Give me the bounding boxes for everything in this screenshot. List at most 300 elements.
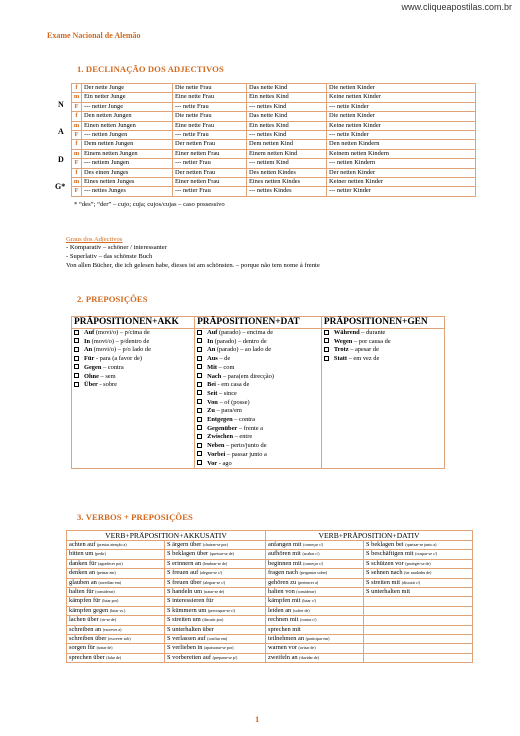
checkbox-bullet-icon (74, 373, 79, 378)
verb-text: S unterhalten mit (366, 588, 411, 596)
case-letter: G* (55, 182, 66, 191)
preposition-cell (321, 425, 444, 434)
header-akkusativ: VERB+PRÄPOSITION+AKKUSATIV (67, 531, 266, 541)
verb-text: warnen vor (268, 644, 299, 652)
header-dat: PRÄPOSITIONEN+DAT (195, 317, 322, 329)
preposition-row (72, 390, 445, 399)
verb-cell (67, 597, 165, 606)
preposition-row (72, 346, 445, 355)
prepositions-table (71, 316, 445, 469)
checkbox-bullet-icon (197, 382, 202, 387)
preposition-meaning: – durante (359, 329, 386, 336)
preposition-cell (72, 329, 195, 338)
preposition-meaning: – entre (233, 433, 253, 441)
graus-line: Von allen Bücher, die ich gelesen habe, dieses ist am schönsten. – porque não tem nome à frente (66, 262, 320, 269)
checkbox-bullet-icon (324, 338, 329, 343)
declension-row (72, 187, 476, 196)
preposition-meaning: – para(em direcção) (221, 372, 274, 380)
declension-cell: Dem netten Jungen (82, 140, 173, 149)
declension-row (72, 121, 476, 130)
verb-translation: (discutir por) (202, 617, 224, 623)
verb-text: S ärgern über (167, 541, 203, 548)
declension-cell: Den netten Kindern (327, 140, 476, 149)
preposition-word: Seit (207, 389, 218, 397)
verb-cell (165, 635, 266, 644)
preposition-row (72, 338, 445, 347)
declension-cell: --- nette Kinder (327, 131, 476, 140)
verb-translation: (ocupar-se c/) (415, 551, 438, 557)
preposition-row (72, 373, 445, 382)
verb-cell (266, 588, 364, 597)
verb-translation: (chatear-se por) (202, 542, 229, 547)
preposition-meaning: – por causa de (352, 337, 391, 345)
checkbox-bullet-icon (197, 338, 202, 343)
verb-text: S beschäftigen mit (366, 550, 416, 558)
preposition-row (72, 355, 445, 364)
declension-row (72, 102, 476, 111)
preposition-meaning: - para (a favor de) (94, 355, 143, 363)
verb-cell (165, 653, 266, 662)
verb-cell (67, 644, 165, 653)
watermark: www.cliqueapostilas.com.br (401, 2, 512, 12)
preposition-cell (321, 390, 444, 399)
declension-cell: Das nette Kind (247, 112, 327, 121)
preposition-cell (321, 364, 444, 373)
verb-row (67, 597, 473, 606)
preposition-cell (72, 416, 195, 425)
verb-text: S verlieben in (167, 644, 205, 652)
preposition-meaning: – passar junto a (225, 450, 267, 458)
checkbox-bullet-icon (197, 451, 202, 456)
preposition-word: Zwischen (207, 433, 233, 441)
verb-translation: (perguntar sobre) (299, 570, 328, 576)
checkbox-bullet-icon (197, 364, 202, 369)
verb-text: aufhören mit (268, 550, 303, 558)
declension-row (72, 93, 476, 102)
preposition-cell (321, 460, 444, 469)
declension-cell: Dem netten Kind (247, 140, 327, 149)
preposition-word: Für (84, 355, 95, 363)
preposition-word: An (84, 346, 93, 354)
verb-cell (67, 625, 165, 634)
verb-cell (364, 653, 473, 662)
declension-cell: --- nettes Kind (247, 102, 327, 111)
checkbox-bullet-icon (74, 330, 79, 335)
preposition-cell (195, 399, 322, 408)
verb-text: sprechen über (69, 653, 107, 661)
verb-text: S freuen über (167, 578, 204, 586)
verb-text: rechnen mit (268, 616, 300, 624)
verb-cell (266, 541, 364, 550)
declension-cell: Eine nette Frau (173, 121, 247, 130)
preposition-word: Ohne (84, 372, 99, 380)
verb-translation: (ter saudades de) (404, 570, 432, 576)
preposition-cell (195, 364, 322, 373)
gender-marker: F (72, 159, 82, 168)
gender-marker: f (72, 84, 82, 93)
declension-cell: Der netten Frau (173, 168, 247, 177)
verb-translation: (tratar-se de) (203, 589, 225, 595)
preposition-cell (321, 433, 444, 442)
verb-cell (165, 569, 266, 578)
verb-row (67, 550, 473, 559)
preposition-meaning: (parado) – encima de (217, 329, 274, 336)
preposition-word: Gegenüber (207, 424, 238, 432)
checkbox-bullet-icon (74, 347, 79, 352)
verb-text: glauben an (69, 578, 99, 586)
preposition-word: Auf (84, 329, 95, 336)
declension-cell: Einer netten Frau (173, 149, 247, 158)
preposition-cell (72, 451, 195, 460)
preposition-word: Wegen (333, 337, 353, 345)
verb-cell (67, 588, 165, 597)
preposition-cell (195, 346, 322, 355)
preposition-cell (195, 338, 322, 347)
verb-cell (67, 559, 165, 568)
checkbox-bullet-icon (74, 382, 79, 387)
verb-cell (364, 541, 473, 550)
verb-text: S kümmern um (167, 606, 209, 614)
declension-cell: Die netten Kinder (327, 84, 476, 93)
preposition-cell (72, 433, 195, 442)
possessive-note: * “des”; “der” – cujo; cuja; cujos/cujas – caso possessivo (74, 201, 225, 208)
verb-text: beginnen mit (268, 559, 304, 567)
verb-row (67, 616, 473, 625)
preposition-word: In (84, 337, 91, 345)
preposition-word: Trotz (333, 346, 349, 354)
gender-marker: F (72, 102, 82, 111)
verb-text: anfangen mit (268, 541, 304, 548)
verb-cell (165, 541, 266, 550)
verb-text: denken an (69, 569, 97, 577)
preposition-cell (72, 373, 195, 382)
verb-translation: (preocupar-se c/) (208, 607, 236, 613)
checkbox-bullet-icon (197, 373, 202, 378)
verb-row (67, 606, 473, 615)
declension-cell: Eines netten Kindes (247, 178, 327, 187)
verb-translation: (contar c/) (299, 617, 317, 623)
verb-text: S beklagen bei (366, 541, 406, 548)
preposition-word: Gegen (84, 363, 102, 371)
checkbox-bullet-icon (324, 356, 329, 361)
preposition-cell (195, 425, 322, 434)
preposition-row (72, 364, 445, 373)
declension-cell: Den netten Jungen (82, 112, 173, 121)
verb-translation: (escrever sob) (108, 636, 131, 642)
verb-row (67, 541, 473, 550)
declension-cell: Der netten Frau (173, 140, 247, 149)
declension-row (72, 178, 476, 187)
preposition-cell (321, 399, 444, 408)
verb-translation: (rir-se de) (100, 617, 117, 623)
verb-translation: (considerar) (95, 589, 115, 595)
declension-cell: Eine nette Frau (173, 93, 247, 102)
verb-translation: (confiar em) (207, 636, 228, 642)
preposition-cell (195, 373, 322, 382)
verb-text: S erinnern an (167, 559, 203, 567)
declension-row (72, 168, 476, 177)
verb-cell (266, 578, 364, 587)
preposition-meaning: – since (217, 389, 237, 397)
verb-cell (364, 606, 473, 615)
verb-translation: (lembrar-se de) (202, 560, 228, 566)
checkbox-bullet-icon (197, 330, 202, 335)
verb-cell (364, 597, 473, 606)
preposition-cell (321, 381, 444, 390)
verb-text: S streiten mit (366, 578, 402, 586)
preposition-cell (72, 390, 195, 399)
declension-cell: Einer netten Frau (173, 178, 247, 187)
preposition-meaning: – em vez de (347, 355, 380, 363)
preposition-row (72, 460, 445, 469)
preposition-row (72, 442, 445, 451)
preposition-meaning: – sem (98, 372, 116, 380)
verb-row (67, 644, 473, 653)
verb-cell (165, 606, 266, 615)
gender-marker: m (72, 149, 82, 158)
verb-text: S vorbereiten auf (167, 653, 213, 661)
verb-text: leiden an (268, 606, 293, 614)
verb-cell (165, 644, 266, 653)
verb-translation: (apaixonar-se por) (204, 645, 234, 651)
verb-text: halten für (69, 588, 96, 596)
verb-cell (67, 550, 165, 559)
verb-translation: (escrever a) (102, 626, 122, 632)
declension-cell: Das nette Kind (247, 84, 327, 93)
verb-text: S handeln um (167, 588, 204, 596)
verb-cell (266, 559, 364, 568)
verb-cell (165, 625, 266, 634)
preposition-word: An (207, 346, 216, 354)
checkbox-bullet-icon (197, 408, 202, 413)
verb-row (67, 635, 473, 644)
verb-translation: (duvidar de) (299, 654, 319, 660)
preposition-meaning: (parado) – ao lado de (215, 346, 272, 354)
verb-cell (67, 569, 165, 578)
section-title-verbs: 3. VERBOS + PREPOSIÇÕES (77, 512, 193, 522)
preposition-meaning: – com (217, 363, 235, 371)
preposition-cell (321, 355, 444, 364)
verb-translation: (sofrer de) (292, 607, 310, 613)
checkbox-bullet-icon (197, 356, 202, 361)
checkbox-bullet-icon (197, 390, 202, 395)
verb-text: schreiben über (69, 635, 109, 643)
verb-translation: (alegrar-se c/) (199, 570, 223, 576)
preposition-word: Bei (207, 381, 216, 389)
declension-cell: --- netten Jungen (82, 131, 173, 140)
preposition-meaning: – de (217, 355, 231, 363)
preposition-meaning: - em casa de (215, 381, 250, 389)
preposition-cell (72, 399, 195, 408)
gender-marker: m (72, 178, 82, 187)
verb-cell (266, 616, 364, 625)
verb-translation: (pensar em) (96, 570, 116, 576)
verb-translation: (prestar atenção a) (97, 542, 127, 547)
verb-text: bitten um (69, 550, 95, 558)
graus-line: - Superlativ – das schönste Buch (66, 253, 153, 260)
preposition-cell (195, 381, 322, 390)
case-letter: N (58, 100, 64, 109)
preposition-word: Während (333, 329, 360, 336)
case-letter: D (58, 155, 64, 164)
preposition-word: Auf (207, 329, 218, 336)
verb-cell (364, 625, 473, 634)
preposition-row (72, 407, 445, 416)
section-title-prepositions: 2. PREPOSIÇÕES (77, 294, 148, 304)
preposition-meaning: – para/em (214, 407, 242, 415)
declension-cell: Der netten Kinder (327, 168, 476, 177)
header-akk: PRÄPOSITIONEN+AKK (72, 317, 195, 329)
preposition-meaning: – frente a (237, 424, 263, 432)
section-title-declension: 1. DECLINAÇÃO DOS ADJECTIVOS (77, 64, 224, 74)
preposition-meaning: – perto/junto de (224, 442, 267, 450)
verb-text: S streiten um (167, 616, 203, 624)
declension-cell: --- nettes Junges (82, 187, 173, 196)
checkbox-bullet-icon (324, 330, 329, 335)
verb-cell (165, 550, 266, 559)
declension-row (72, 112, 476, 121)
preposition-cell (72, 355, 195, 364)
checkbox-bullet-icon (74, 364, 79, 369)
checkbox-bullet-icon (74, 338, 79, 343)
declension-row (72, 84, 476, 93)
verb-text: sorgen für (69, 644, 97, 652)
verb-translation: (queixar-se de) (209, 551, 234, 557)
declension-cell: --- netten Kindern (327, 159, 476, 168)
preposition-cell (195, 460, 322, 469)
preposition-word: Über (84, 381, 98, 389)
verb-translation: (agradecer por) (98, 560, 123, 566)
verb-translation: (considerar) (296, 589, 316, 595)
preposition-row (72, 433, 445, 442)
header-gen: PRÄPOSITIONEN+GEN (321, 317, 444, 329)
preposition-cell (321, 373, 444, 382)
preposition-cell (321, 442, 444, 451)
gender-marker: f (72, 168, 82, 177)
declension-cell: --- netter Frau (173, 187, 247, 196)
preposition-cell (195, 329, 322, 338)
verb-translation: (lutar c/) (302, 598, 316, 604)
declension-cell: --- nette Kinder (327, 102, 476, 111)
preposition-cell (195, 442, 322, 451)
declension-cell: --- nettes Kindes (247, 187, 327, 196)
preposition-cell (195, 451, 322, 460)
gender-marker: f (72, 112, 82, 121)
checkbox-bullet-icon (74, 356, 79, 361)
preposition-cell (321, 346, 444, 355)
preposition-meaning: - ago (217, 459, 232, 467)
case-letter: A (58, 127, 64, 136)
preposition-row (72, 381, 445, 390)
preposition-word: Entgegen (207, 416, 233, 424)
gender-marker: m (72, 121, 82, 130)
verb-cell (364, 616, 473, 625)
preposition-cell (195, 390, 322, 399)
checkbox-bullet-icon (197, 434, 202, 439)
preposition-word: Statt (333, 355, 348, 363)
verb-cell (266, 606, 364, 615)
verb-cell (67, 635, 165, 644)
declension-cell: Keinem netten Kindern (327, 149, 476, 158)
verb-cell (67, 653, 165, 662)
verb-text: gehören zu (268, 578, 298, 586)
preposition-word: Vor (207, 459, 218, 467)
preposition-word: Von (207, 398, 218, 406)
verb-text: schreiben an (69, 625, 103, 633)
verb-text: S beklagen über (167, 550, 210, 558)
preposition-cell (72, 425, 195, 434)
verb-translation: (lutar por) (102, 598, 119, 604)
verb-translation: (falar de) (106, 654, 122, 660)
verb-translation: (discutir c/) (401, 579, 421, 585)
declension-cell: Des netten Kindes (247, 168, 327, 177)
declension-cell: --- nettem Kind (247, 159, 327, 168)
verb-text: kämpfen für (69, 597, 103, 605)
verb-cell (364, 559, 473, 568)
preposition-meaning: – of (posse) (217, 398, 250, 406)
declension-cell: --- netter Kinder (327, 187, 476, 196)
declension-cell: Keiner netten Kinder (327, 178, 476, 187)
checkbox-bullet-icon (197, 347, 202, 352)
preposition-cell (195, 433, 322, 442)
declension-cell: Einen netten Jungen (82, 121, 173, 130)
declension-cell: --- nette Frau (173, 102, 247, 111)
preposition-cell (72, 381, 195, 390)
preposition-word: In (207, 337, 214, 345)
verb-cell (165, 559, 266, 568)
preposition-row (72, 451, 445, 460)
verb-cell (364, 569, 473, 578)
declension-row (72, 140, 476, 149)
preposition-row (72, 399, 445, 408)
verb-translation: (preparar-se p/) (212, 654, 238, 660)
verb-translation: (acreditar em) (98, 579, 122, 585)
preposition-cell (72, 346, 195, 355)
document-title: Exame Nacional de Alemão (47, 31, 141, 40)
declension-cell: Ein netter Junge (82, 93, 173, 102)
verb-cell (165, 588, 266, 597)
checkbox-bullet-icon (324, 347, 329, 352)
verb-cell (364, 644, 473, 653)
preposition-row (72, 425, 445, 434)
declension-row (72, 159, 476, 168)
verb-cell (364, 578, 473, 587)
verb-translation: (tratar de) (96, 645, 113, 651)
verb-text: S interessieren für (167, 597, 214, 605)
preposition-cell (72, 364, 195, 373)
declension-cell: Ein nettes Kind (247, 93, 327, 102)
gender-marker: m (72, 93, 82, 102)
verb-cell (165, 597, 266, 606)
verb-text: S sehnen nach (366, 569, 405, 577)
checkbox-bullet-icon (197, 399, 202, 404)
verb-row (67, 578, 473, 587)
declension-cell: --- netter Frau (173, 159, 247, 168)
verb-text: S unterhalten über (167, 625, 214, 633)
declension-cell: --- nette Frau (173, 131, 247, 140)
header-dativ: VERB+PRÄPOSITION+DATIV (266, 531, 473, 541)
verb-cell (67, 616, 165, 625)
gender-marker: f (72, 140, 82, 149)
declension-cell: --- nettes Kind (247, 131, 327, 140)
preposition-cell (195, 416, 322, 425)
verb-cell (266, 550, 364, 559)
declension-row (72, 149, 476, 158)
verb-text: lachen über (69, 616, 101, 624)
verb-cell (364, 635, 473, 644)
declension-table (71, 83, 476, 197)
verb-translation: (lutar vs.) (109, 607, 126, 613)
